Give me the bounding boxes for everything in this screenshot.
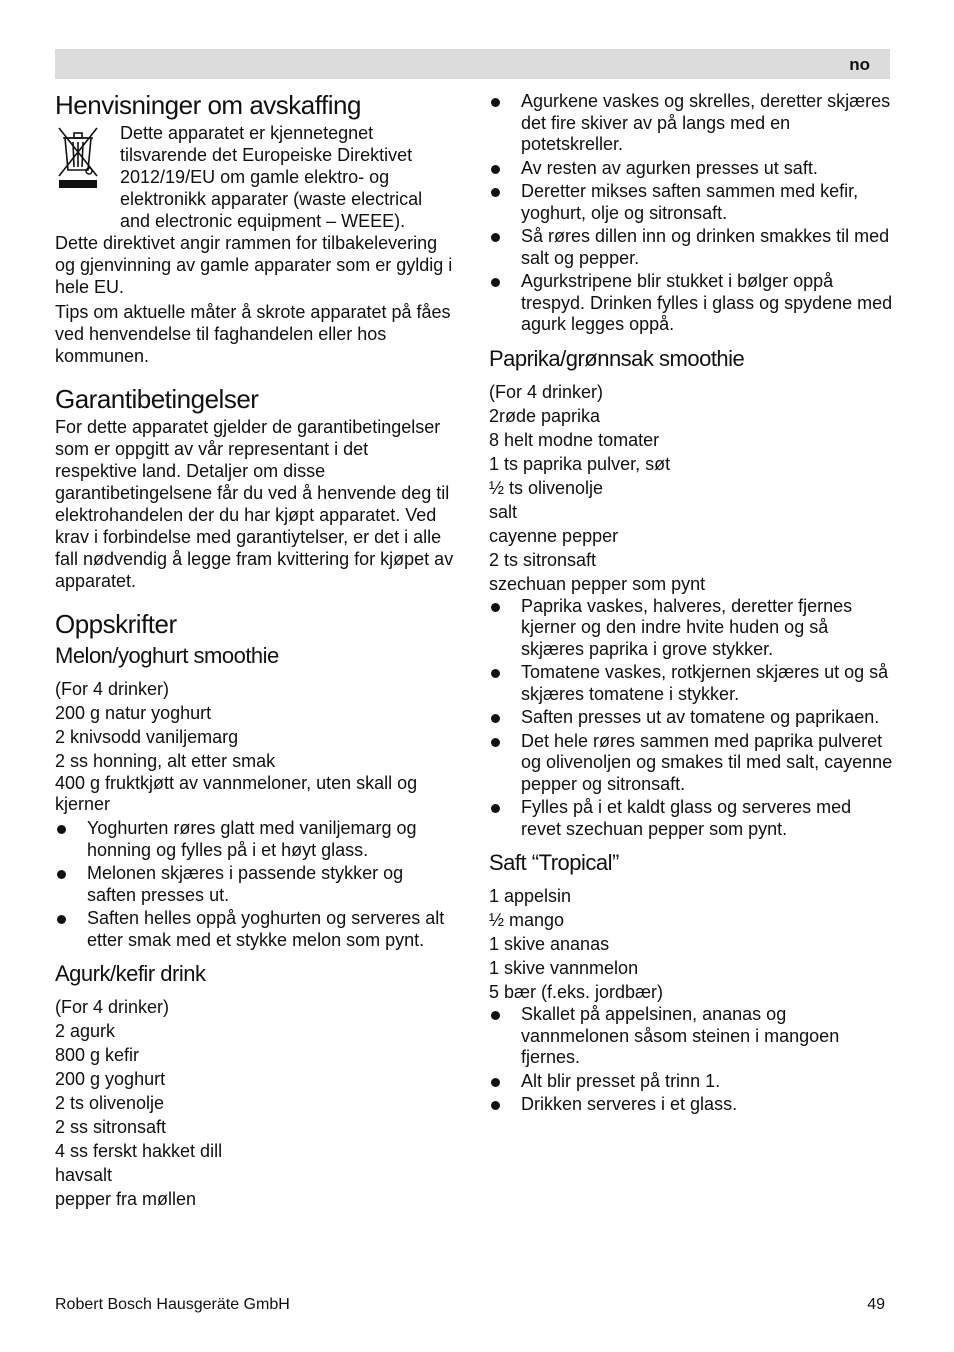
right-column	[489, 91, 894, 1118]
step: Agurkstripene blir stukket i bølger oppå trespyd. Drinken fylles i glass og spydene med agurk legges oppå.	[489, 271, 894, 336]
header-bar	[55, 49, 890, 79]
ingredient: (For 4 drinker)	[55, 679, 170, 699]
step: Det hele røres sammen med paprika pulveret og olivenoljen og smakes til med salt, cayenne pepper og sitronsaft.	[489, 731, 894, 796]
ingredient: 2 ss honning, alt etter smak	[55, 751, 276, 771]
ingredient: 2 agurk	[55, 1021, 116, 1041]
step: Så røres dillen inn og drinken smakkes til med salt og pepper.	[489, 226, 894, 269]
paprika-recipe-title: Paprika/grønnsak smoothie	[489, 345, 745, 371]
step: Drikken serveres i et glass.	[489, 1094, 894, 1116]
ingredient: 1 appelsin	[489, 886, 572, 906]
step: Melonen skjæres i passende stykker og saften presses ut.	[55, 863, 455, 906]
left-column	[55, 88, 455, 1211]
ingredient: (For 4 drinker)	[489, 381, 604, 402]
ingredient: havsalt	[55, 1165, 113, 1185]
ingredient: 2 ss sitronsaft	[55, 1117, 167, 1137]
step: Agurkene vaskes og skrelles, deretter skjæres det fire skiver av på langs med en potetskreller.	[489, 91, 894, 156]
ingredient: 1 ts paprika pulver, søt	[489, 453, 671, 474]
footer-company: Robert Bosch Hausgeräte GmbH	[55, 1296, 290, 1313]
melon-steps	[55, 818, 455, 951]
ingredient: pepper fra møllen	[55, 1189, 197, 1209]
weee-text: Dette apparatet er kjennetegnet tilsvarende det Europeiske Direktivet 2012/19/EU om gamle elektro- og elektronikk apparater (waste electrical and electronic equipment – WEEE).	[120, 123, 423, 231]
cucumber-recipe-title: Agurk/kefir drink	[55, 961, 206, 986]
disposal-paragraph-1: Dette direktivet angir rammen for tilbakelevering og gjenvinning av gamle apparater som er gyldig i hele EU.	[55, 233, 453, 297]
step: Saften presses ut av tomatene og paprikaen.	[489, 707, 894, 729]
ingredient: szechuan pepper som pynt	[489, 573, 706, 594]
step: Fylles på i et kaldt glass og serveres med revet szechuan pepper som pynt.	[489, 797, 894, 840]
disposal-paragraph-2: Tips om aktuelle måter å skrote apparatet på fåes ved henvendelse til faghandelen eller hos kommunen.	[55, 302, 451, 366]
step: Saften helles oppå yoghurten og serveres alt etter smak med et stykke melon som pynt.	[55, 908, 455, 951]
tropical-recipe-title: Saft “Tropical”	[489, 850, 619, 875]
ingredient: 200 g natur yoghurt	[55, 703, 212, 723]
ingredient: 2 ts sitronsaft	[489, 549, 597, 570]
ingredient: 8 helt modne tomater	[489, 429, 660, 450]
ingredient: 1 skive vannmelon	[489, 958, 639, 978]
ingredient: 2røde paprika	[489, 405, 601, 426]
step: Alt blir presset på trinn 1.	[489, 1071, 894, 1093]
warranty-heading: Garantibetingelser	[55, 384, 259, 414]
step: Skallet på appelsinen, ananas og vannmelonen såsom steinen i mangoen fjernes.	[489, 1004, 894, 1069]
ingredient: 200 g yoghurt	[55, 1069, 166, 1089]
melon-recipe-title: Melon/yoghurt smoothie	[55, 643, 279, 668]
cucumber-steps	[489, 91, 894, 336]
crossed-bin-icon	[55, 124, 101, 194]
ingredient: 800 g kefir	[55, 1045, 140, 1065]
language-code: no	[849, 55, 870, 74]
step: Av resten av agurken presses ut saft.	[489, 158, 894, 180]
paprika-steps	[489, 596, 894, 841]
step: Tomatene vaskes, rotkjernen skjæres ut og så skjæres tomatene i stykker.	[489, 662, 894, 705]
tropical-steps	[489, 1004, 894, 1116]
ingredient: 5 bær (f.eks. jordbær)	[489, 982, 664, 1002]
weee-block	[55, 122, 455, 232]
disposal-heading: Henvisninger om avskaffing	[55, 90, 361, 120]
ingredient: ½ mango	[489, 910, 565, 930]
step: Yoghurten røres glatt med vaniljemarg og honning og fylles på i et høyt glass.	[55, 818, 455, 861]
ingredient: cayenne pepper	[489, 525, 619, 546]
ingredient: salt	[489, 501, 518, 522]
ingredient: 400 g fruktkjøtt av vannmeloner, uten skall og kjerner	[55, 773, 418, 814]
ingredient: 2 knivsodd vaniljemarg	[55, 727, 239, 747]
ingredient: 2 ts olivenolje	[55, 1093, 165, 1113]
step: Paprika vaskes, halveres, deretter fjernes kjerner og den indre hvite huden og så skjæres paprika i grove stykker.	[489, 596, 894, 661]
ingredient: ½ ts olivenolje	[489, 477, 604, 498]
step: Deretter mikses saften sammen med kefir, yoghurt, olje og sitronsaft.	[489, 181, 894, 224]
warranty-paragraph: For dette apparatet gjelder de garantibetingelser som er oppgitt av vår representant i det respektive land. Detaljer om disse garantibetingelsene får du ved å henvende deg til elektrohandelen der du har kjøpt apparatet. Ved krav i forbindelse med garantiytelser, er det i alle fall nødvendig å legge fram kvittering for kjøpet av apparatet.	[55, 417, 454, 591]
recipes-heading: Oppskrifter	[55, 609, 177, 639]
page-number: 49	[867, 1296, 885, 1313]
ingredient: 1 skive ananas	[489, 934, 610, 954]
ingredient: 4 ss ferskt hakket dill	[55, 1141, 223, 1161]
ingredient: (For 4 drinker)	[55, 997, 170, 1017]
